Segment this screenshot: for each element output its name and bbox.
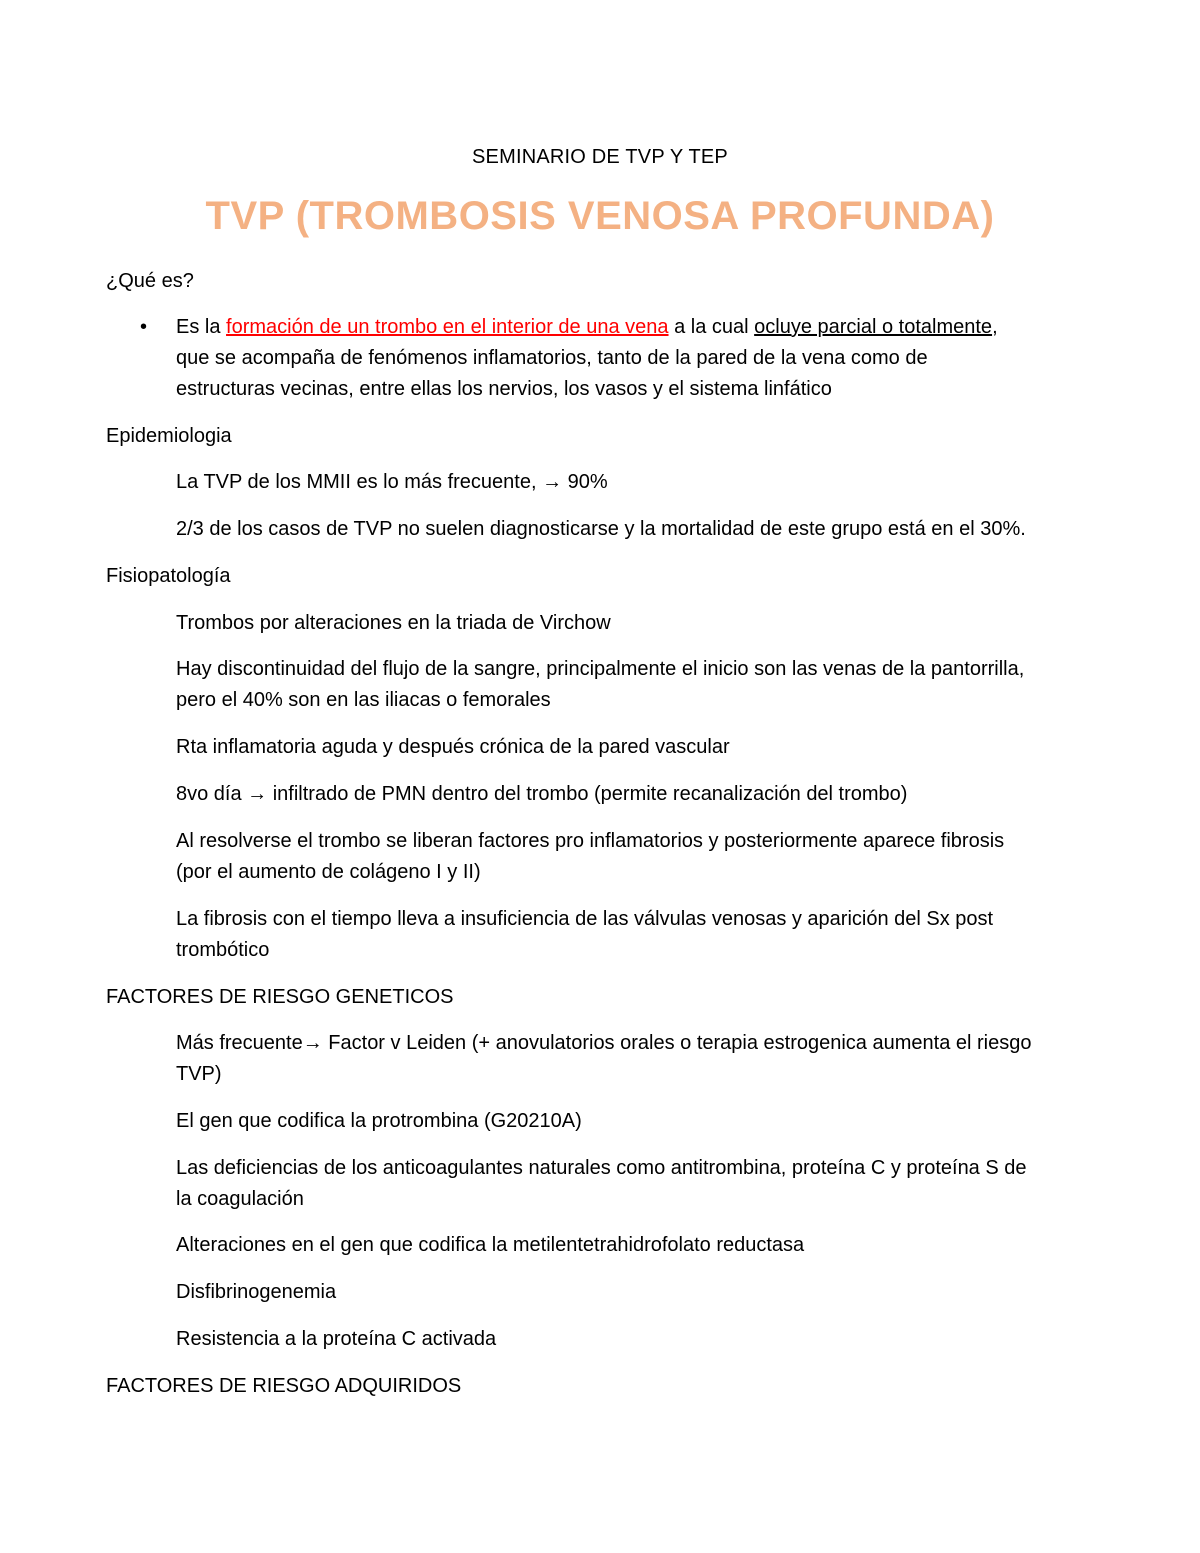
geneticos-item-1-line-1 (176, 1028, 1031, 1058)
section-label-fisiopatologia: Fisiopatología (106, 565, 231, 587)
section-label-epidemiologia: Epidemiologia (106, 425, 232, 447)
geneticos-item-3-line-2: la coagulación (176, 1188, 304, 1210)
epidemiologia-item-2: 2/3 de los casos de TVP no suelen diagnosticarse y la mortalidad de este grupo está en el 30%. (176, 518, 1026, 540)
document-title: SEMINARIO DE TVP Y TEP (472, 146, 728, 168)
definition-line-1 (176, 312, 998, 342)
geneticos-item-4: Alteraciones en el gen que codifica la metilentetrahidrofolato reductasa (176, 1234, 805, 1256)
geneticos-item-1-end: Factor v Leiden (+ anovulatorios orales o terapia estrogenica aumenta el riesgo (322, 1032, 1032, 1054)
fisiopatologia-item-2-line-1: Hay discontinuidad del flujo de la sangre, principalmente el inicio son las venas de la pantorrilla, (176, 658, 1025, 680)
arrow-right-icon: → (302, 1032, 323, 1054)
geneticos-item-2: El gen que codifica la protrombina (G20210A) (176, 1110, 582, 1132)
fisiopatologia-item-1: Trombos por alteraciones en la triada de Virchow (176, 612, 611, 634)
main-heading: TVP (TROMBOSIS VENOSA PROFUNDA) (205, 194, 995, 238)
section-label-que-es: ¿Qué es? (106, 270, 194, 292)
fisiopatologia-item-3: Rta inflamatoria aguda y después crónica de la pared vascular (176, 736, 730, 758)
section-label-geneticos: FACTORES DE RIESGO GENETICOS (106, 986, 454, 1008)
geneticos-item-6: Resistencia a la proteína C activada (176, 1328, 497, 1350)
geneticos-item-1-start: Más frecuente (176, 1032, 303, 1054)
fisiopatologia-item-6-line-2: trombótico (176, 939, 270, 961)
definition-highlight: formación de un trombo en el interior de una vena (226, 316, 669, 338)
bullet-marker: • (140, 316, 148, 338)
epidemiologia-item-1-end: 90% (562, 471, 608, 493)
fisiopatologia-item-4-start: 8vo día (176, 783, 248, 805)
fisiopatologia-item-5-line-2: (por el aumento de colágeno I y II) (176, 861, 481, 883)
geneticos-item-1-line-2: TVP) (176, 1063, 222, 1085)
definition-mid: a la cual (668, 316, 755, 338)
epidemiologia-item-1-text: La TVP de los MMII es lo más frecuente, (176, 471, 543, 493)
fisiopatologia-item-2-line-2: pero el 40% son en las iliacas o femorales (176, 689, 551, 711)
fisiopatologia-item-5-line-1: Al resolverse el trombo se liberan factores pro inflamatorios y posteriormente aparece fibrosis (176, 830, 1005, 852)
epidemiologia-item-1 (176, 467, 608, 497)
section-label-adquiridos: FACTORES DE RIESGO ADQUIRIDOS (106, 1375, 462, 1397)
definition-line-2: que se acompaña de fenómenos inflamatorios, tanto de la pared de la vena como de (176, 347, 928, 369)
definition-end: , (992, 316, 998, 338)
geneticos-item-5: Disfibrinogenemia (176, 1281, 337, 1303)
fisiopatologia-item-4 (176, 779, 907, 809)
definition-line-3: estructuras vecinas, entre ellas los nervios, los vasos y el sistema linfático (176, 378, 832, 400)
definition-underlined: ocluye parcial o totalmente (754, 316, 993, 338)
geneticos-item-3-line-1: Las deficiencias de los anticoagulantes naturales como antitrombina, proteína C y proteína S de (176, 1157, 1027, 1179)
arrow-right-icon: → (247, 783, 268, 805)
fisiopatologia-item-6-line-1: La fibrosis con el tiempo lleva a insuficiencia de las válvulas venosas y aparición del Sx post (176, 908, 994, 930)
definition-lead: Es la (176, 316, 227, 338)
fisiopatologia-item-4-end: infiltrado de PMN dentro del trombo (permite recanalización del trombo) (267, 783, 908, 805)
arrow-right-icon: → (542, 471, 563, 493)
